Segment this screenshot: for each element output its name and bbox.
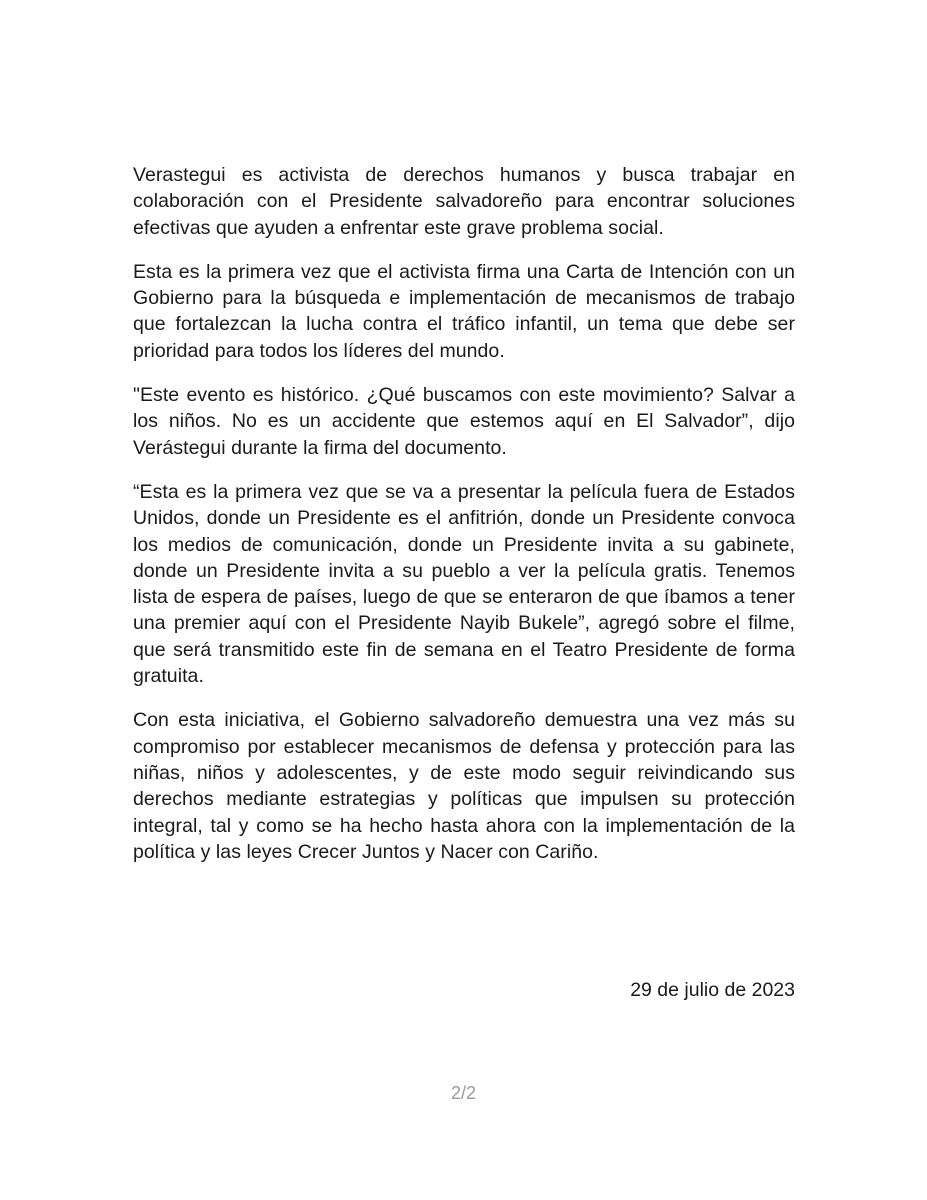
paragraph-3: "Este evento es histórico. ¿Qué buscamos con este movimiento? Salvar a los niños. No es un accidente que estemos aquí en El Salvador”, dijo Verástegui durante la firma del documento. [133, 384, 795, 459]
page-number: 2/2 [450, 1083, 477, 1103]
document-body [133, 162, 795, 883]
paragraph-2: Esta es la primera vez que el activista firma una Carta de Intención con un Gobierno para la búsqueda e implementación de mecanismos de trabajo que fortalezcan la lucha contra el tráfico infantil, un tema que debe ser prioridad para todos los líderes del mundo. [133, 260, 795, 362]
paragraph-5: Con esta iniciativa, el Gobierno salvadoreño demuestra una vez más su compromiso por establecer mecanismos de defensa y protección para las niñas, niños y adolescentes, y de este modo seguir reivindicando sus derechos mediante estrategias y políticas que impulsen su protección integral, tal y como se ha hecho hasta ahora con la implementación de la política y las leyes Crecer Juntos y Nacer con Cariño. [133, 709, 795, 863]
document-date: 29 de julio de 2023 [630, 979, 795, 1001]
paragraph-1: Verastegui es activista de derechos humanos y busca trabajar en colaboración con el Presidente salvadoreño para encontrar soluciones efectivas que ayuden a enfrentar este grave problema social. [133, 164, 795, 239]
paragraph-4: “Esta es la primera vez que se va a presentar la película fuera de Estados Unidos, donde un Presidente es el anfitrión, donde un Presidente convoca los medios de comunicación, donde un Presidente invita a su gabinete, donde un Presidente invita a su pueblo a ver la película gratis. Tenemos lista de espera de países, luego de que se enteraron de que íbamos a tener una premier aquí con el Presidente Nayib Bukele”, agregó sobre el filme, que será transmitido este fin de semana en el Teatro Presidente de forma gratuita. [133, 480, 795, 688]
